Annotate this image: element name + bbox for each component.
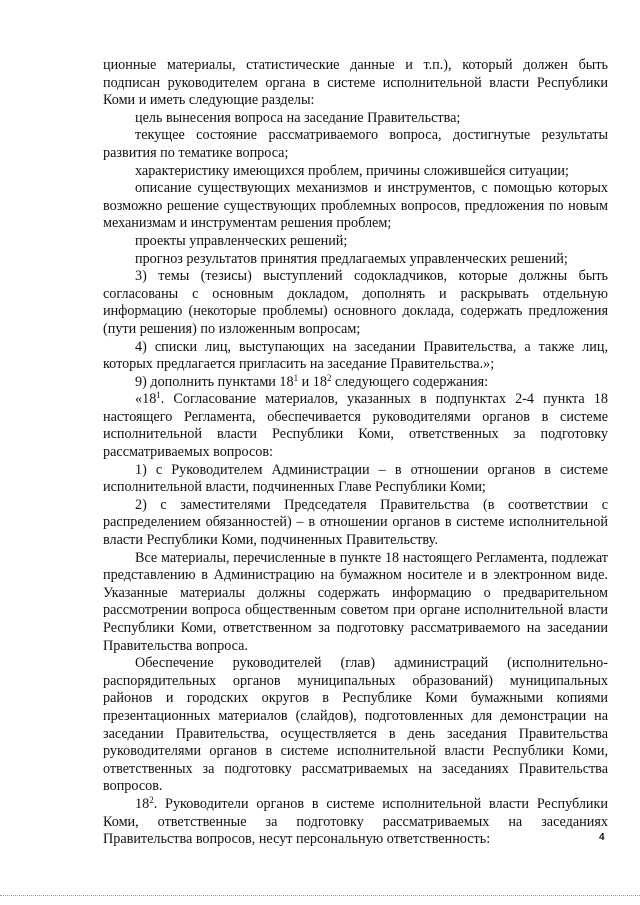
- paragraph: прогноз результатов принятия предлагаемых управленческих решений;: [135, 250, 568, 267]
- clause-18-1: [103, 391, 608, 461]
- page-number: 4: [599, 832, 605, 843]
- paragraph: 3) темы (тезисы) выступлений содокладчиков, которые должны быть согласованы с основным докладом, дополнять и раскрывать отдельную информацию (некоторые проблемы) основного доклада, содержать предложения (пути решения) по изложенным вопросам;: [103, 268, 608, 337]
- item-9-mid: и 18: [298, 373, 327, 390]
- clause-18-1-sup: 1: [156, 390, 161, 401]
- paragraph: Все материалы, перечисленные в пункте 18 настоящего Регламента, подлежат представлению в Администрацию на бумажном носителе и в электронном виде. Указанные материалы должны содержать информацию о предварительном рассмотрении вопроса общественным советом при органе исполнительной власти Республики Коми, ответственном за подготовку рассматриваемого на заседании Правительства вопроса.: [103, 549, 608, 654]
- clause-18-1-text: . Согласование материалов, указанных в подпунктах 2-4 пункта 18 настоящего Регламента, обеспечивается руководителями органов в системе исполнительной власти Республики Коми, ответственных за подготовку рассматриваемых вопросов:: [103, 391, 608, 461]
- item-9-paragraph: [103, 374, 608, 392]
- clause-18-2-text: . Руководители органов в системе исполнительной власти Республики Коми, ответственные за подготовку рассматриваемых на заседаниях Правительства вопросов, несут персональную ответственность:: [103, 795, 608, 848]
- paragraph: цель вынесения вопроса на заседание Правительства;: [135, 109, 461, 126]
- item-9-sup-1: 1: [293, 372, 299, 383]
- clause-18-2: [103, 796, 608, 849]
- paragraph: описание существующих механизмов и инструментов, с помощью которых возможно решение существующих проблемных вопросов, предложения по новым механизмам и инструментам решения проблем;: [103, 180, 608, 232]
- paragraph: проекты управленческих решений;: [135, 232, 348, 249]
- item-9-lead: 9) дополнить пунктами 18: [135, 373, 294, 390]
- document-body: [103, 57, 608, 849]
- clause-18-1-number: «18: [135, 391, 157, 408]
- paragraph: ционные материалы, статистические данные и т.п.), который должен быть подписан руководителем органа в системе исполнительной власти Республики Коми и иметь следующие разделы:: [103, 57, 608, 109]
- clause-18-2-number: 18: [135, 795, 150, 812]
- paragraph: характеристику имеющихся проблем, причины сложившейся ситуации;: [135, 162, 569, 179]
- paragraph: текущее состояние рассматриваемого вопроса, достигнутые результаты развития по тематике вопроса;: [103, 127, 608, 161]
- page-bottom-edge: [0, 895, 640, 896]
- clause-18-2-sup: 2: [149, 794, 154, 805]
- paragraph: Обеспечение руководителей (глав) администраций (исполнительно-распорядительных органов муниципальных образований) муниципальных районов и городских округов в Республике Коми бумажными копиями презентационных материалов (слайдов), подготовленных для демонстрации на заседании Правительства, осуществляется в день заседания Правительства руководителями органов в системе исполнительной власти Республики Коми, ответственных за подготовку рассматриваемых на заседаниях Правительства вопросов.: [103, 655, 608, 795]
- item-9-tail: следующего содержания:: [331, 373, 489, 390]
- paragraph: 1) с Руководителем Администрации – в отношении органов в системе исполнительной власти, подчиненных Главе Республики Коми;: [103, 461, 608, 496]
- paragraph: 2) с заместителями Председателя Правительства (в соответствии с распределением обязанностей) – в отношении органов в системе исполнительной власти Республики Коми, подчиненных Правительству.: [103, 496, 608, 549]
- item-9-sup-2: 2: [327, 372, 332, 383]
- paragraph: 4) списки лиц, выступающих на заседании Правительства, а также лиц, которых предлагается пригласить на заседание Правительства.»;: [103, 338, 608, 373]
